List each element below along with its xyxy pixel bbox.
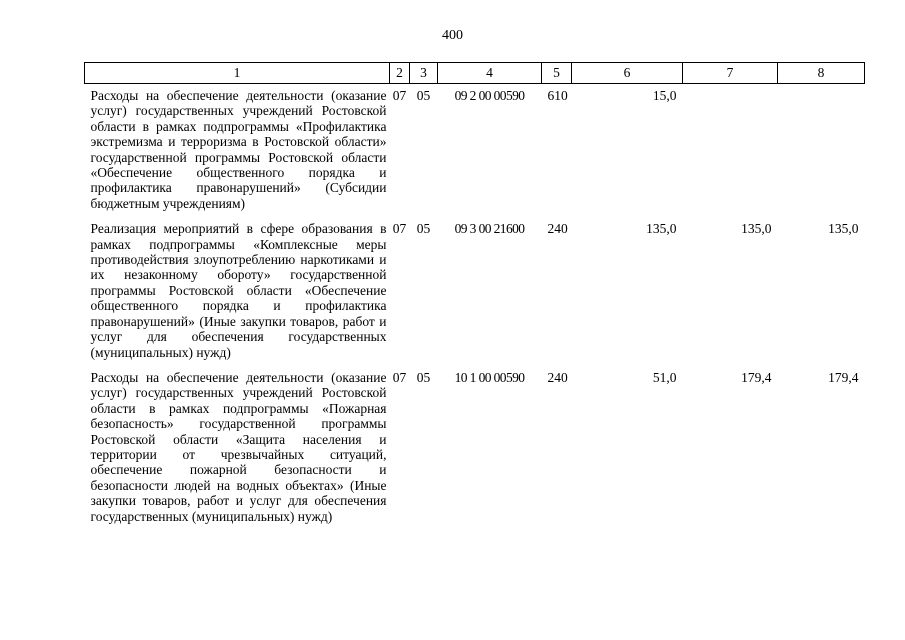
row-podrazdel: 05 xyxy=(416,88,431,103)
row-description: Реализация мероприятий в сфере образования в рамках подпрограммы «Комплексные меры противодействия злоупотреблению наркотиками и их незаконному обороту» государственной программы Ростовской области «Обеспечение общественного порядка и профилактика правонарушений» (Иные закупки товаров, работ и услуг для обеспечения государственных (муниципальных) нужд) xyxy=(90,221,387,360)
row-amount-year3: 179,4 xyxy=(828,369,859,385)
col-header-1: 1 xyxy=(85,63,390,84)
col-header-3: 3 xyxy=(410,63,438,84)
row-expense-type: 240 xyxy=(547,221,568,237)
row-amount-year3 xyxy=(778,84,865,218)
table-row xyxy=(85,366,865,530)
table-row xyxy=(85,84,865,218)
row-expense-type: 610 xyxy=(547,88,568,103)
col-header-8: 8 xyxy=(778,63,865,84)
row-amount-year2 xyxy=(683,84,778,218)
row-podrazdel: 05 xyxy=(416,221,431,237)
row-amount-year1: 51,0 xyxy=(652,369,677,385)
row-razdel: 07 xyxy=(392,88,407,103)
row-amount-year2: 179,4 xyxy=(741,369,772,385)
col-header-4: 4 xyxy=(438,63,542,84)
row-expense-type: 240 xyxy=(547,369,568,385)
row-amount-year2: 135,0 xyxy=(741,221,772,237)
table-row xyxy=(85,217,865,366)
header-row xyxy=(85,63,865,84)
col-header-7: 7 xyxy=(683,63,778,84)
row-target-article: 09 2 00 00590 xyxy=(454,88,525,103)
col-header-6: 6 xyxy=(572,63,683,84)
row-podrazdel: 05 xyxy=(416,369,431,385)
row-target-article: 09 3 00 21600 xyxy=(454,221,525,237)
row-amount-year1: 135,0 xyxy=(646,221,677,237)
page-number: 400 xyxy=(442,28,463,43)
budget-table xyxy=(84,62,865,530)
row-amount-year1: 15,0 xyxy=(652,88,677,103)
row-target-article: 10 1 00 00590 xyxy=(454,369,525,385)
row-amount-year3: 135,0 xyxy=(828,221,859,237)
row-razdel: 07 xyxy=(392,369,407,385)
col-header-5: 5 xyxy=(542,63,572,84)
row-description: Расходы на обеспечение деятельности (оказание услуг) государственных учреждений Ростовской области в рамках подпрограммы «Пожарная безопасность» государственной программы Ростовской области «Защита населения и территории от чрезвычайных ситуаций, обеспечение пожарной безопасности и безопасности людей на водных объектах» (Иные закупки товаров, работ и услуг для обеспечения государственных (муниципальных) нужд) xyxy=(90,369,387,524)
row-razdel: 07 xyxy=(392,221,407,237)
col-header-2: 2 xyxy=(390,63,410,84)
row-description: Расходы на обеспечение деятельности (оказание услуг) государственных учреждений Ростовской области в рамках подпрограммы «Профилактика экстремизма и терроризма в Ростовской области» государственной программы Ростовской области «Обеспечение общественного порядка и профилактика правонарушений» (Субсидии бюджетным учреждениям) xyxy=(90,88,387,211)
